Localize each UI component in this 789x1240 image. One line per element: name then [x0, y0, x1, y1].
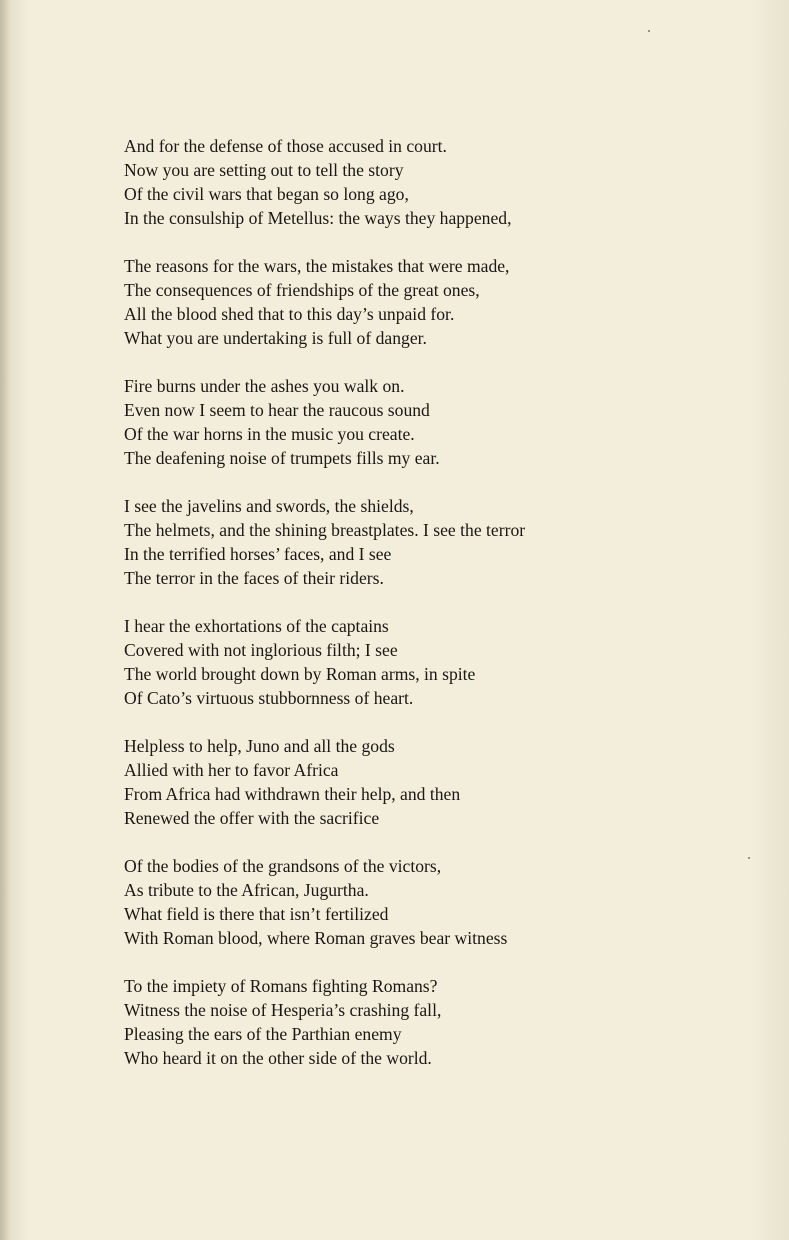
poem-line: In the consulship of Metellus: the ways they happened,	[124, 208, 512, 228]
stanza	[124, 734, 764, 830]
poem-line: Covered with not inglorious filth; I see	[124, 640, 398, 660]
stanza	[124, 974, 764, 1070]
poem-line: Allied with her to favor Africa	[124, 760, 339, 780]
poem-line: With Roman blood, where Roman graves bear witness	[124, 928, 508, 948]
paper-speck	[748, 857, 750, 859]
stanza	[124, 494, 764, 590]
poem-line: Renewed the offer with the sacrifice	[124, 808, 380, 828]
poem-line: The deafening noise of trumpets fills my ear.	[124, 448, 440, 468]
poem-text	[124, 134, 764, 1094]
poem-line: All the blood shed that to this day’s unpaid for.	[124, 304, 455, 324]
page-gutter-shadow	[0, 0, 10, 1240]
poem-line: Who heard it on the other side of the world.	[124, 1048, 432, 1068]
poem-line: What you are undertaking is full of danger.	[124, 328, 427, 348]
poem-line: I hear the exhortations of the captains	[124, 616, 389, 636]
poem-line: And for the defense of those accused in court.	[124, 136, 447, 156]
poem-line: I see the javelins and swords, the shields,	[124, 496, 414, 516]
poem-line: As tribute to the African, Jugurtha.	[124, 880, 369, 900]
poem-line: Even now I seem to hear the raucous sound	[124, 400, 430, 420]
stanza	[124, 854, 764, 950]
poem-line: Helpless to help, Juno and all the gods	[124, 736, 395, 756]
stanza	[124, 254, 764, 350]
poem-line: Of Cato’s virtuous stubbornness of heart.	[124, 688, 414, 708]
poem-line: To the impiety of Romans fighting Romans?	[124, 976, 438, 996]
poem-line: The reasons for the wars, the mistakes that were made,	[124, 256, 510, 276]
poem-line: The consequences of friendships of the great ones,	[124, 280, 480, 300]
poem-line: Pleasing the ears of the Parthian enemy	[124, 1024, 402, 1044]
poem-line: In the terrified horses’ faces, and I see	[124, 544, 392, 564]
poem-line: Of the civil wars that began so long ago,	[124, 184, 409, 204]
poem-line: Now you are setting out to tell the story	[124, 160, 404, 180]
poem-line: The terror in the faces of their riders.	[124, 568, 384, 588]
poem-line: Of the bodies of the grandsons of the victors,	[124, 856, 442, 876]
poem-line: What field is there that isn’t fertilized	[124, 904, 389, 924]
poem-line: From Africa had withdrawn their help, and then	[124, 784, 461, 804]
stanza	[124, 134, 764, 230]
poem-line: Witness the noise of Hesperia’s crashing fall,	[124, 1000, 442, 1020]
stanza	[124, 614, 764, 710]
paper-speck	[648, 30, 650, 32]
poem-line: The helmets, and the shining breastplates. I see the terror	[124, 520, 526, 540]
stanza	[124, 374, 764, 470]
poem-line: The world brought down by Roman arms, in spite	[124, 664, 476, 684]
poem-line: Of the war horns in the music you create.	[124, 424, 415, 444]
poem-line: Fire burns under the ashes you walk on.	[124, 376, 405, 396]
